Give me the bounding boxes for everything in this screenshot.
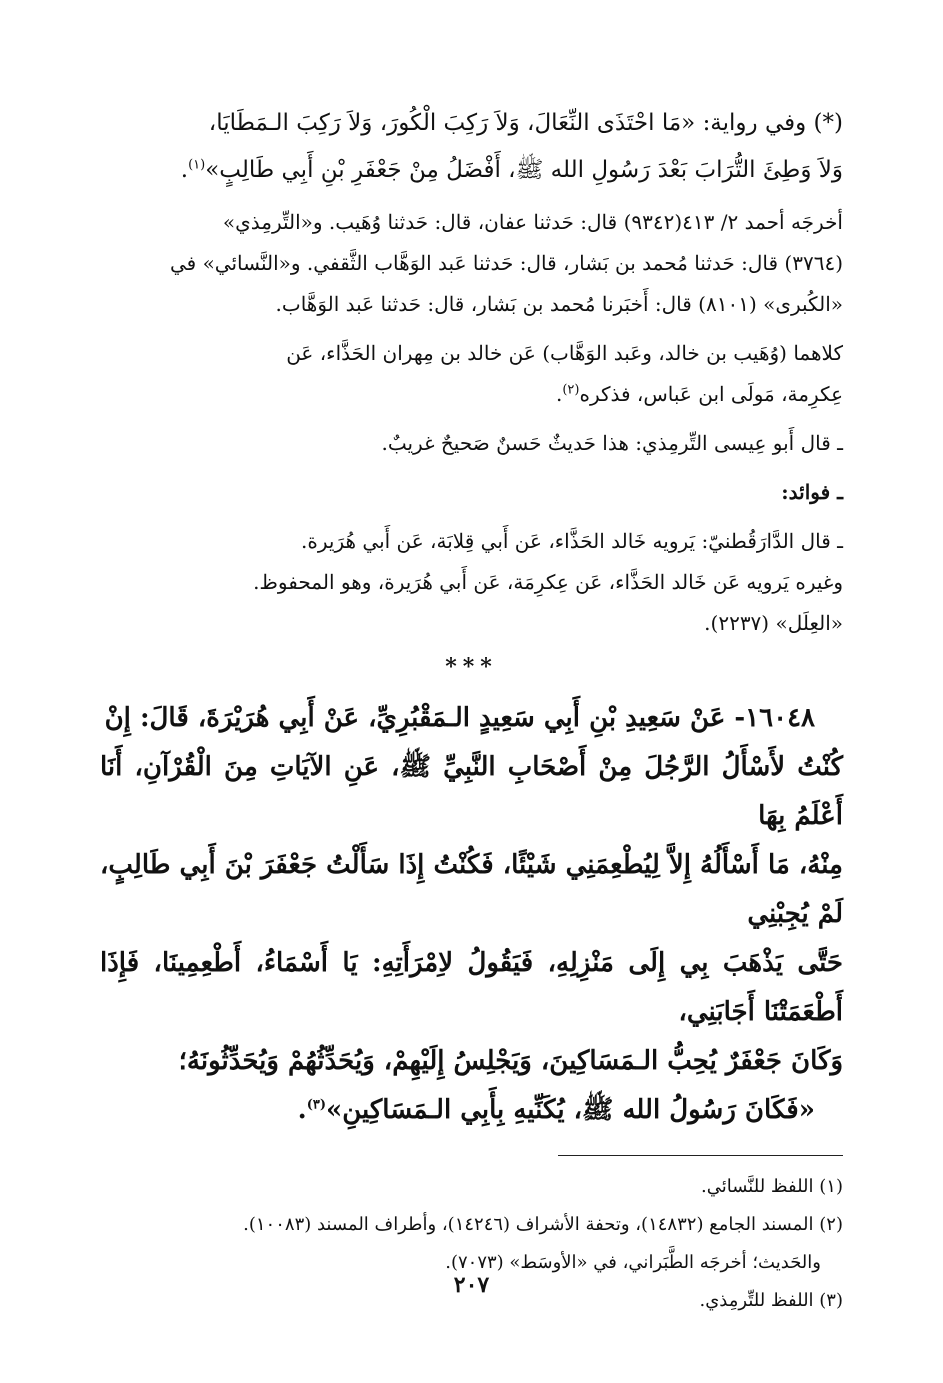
page-number: ٢٠٧ — [453, 1272, 490, 1298]
variant-line-1: (*) وفي رواية: «مَا احْتَذَى النِّعَالَ، وَلاَ رَكِبَ الْكُورَ، وَلاَ رَكِبَ الـمَطَايَا، — [208, 110, 843, 136]
hadith-text — [100, 694, 843, 1135]
daraqutni-paragraph — [100, 521, 843, 644]
footnote-2-continued: والحَديث؛ أخرجَه الطَّبَراني، في «الأوسَط» (٧٠٧٣). — [445, 1252, 821, 1273]
hadith-line-3: مِنْهُ، مَا أَسْأَلُهُ إِلاَّ لِيُطْعِمَنِي شَيْئًا، فَكُنْتُ إِذَا سَأَلْتُ جَعْفَرَ بْنَ أَبِي طَالِبٍ، لَمْ يُجِبْنِي — [100, 850, 843, 929]
takhrij-line-3: «الكُبرى» (٨١٠١) قال: أَخبَرنا مُحمد بن بَشار، قال: حَدثنا عَبد الوَهَّاب. — [275, 292, 843, 316]
hadith-line-4: حَتَّى يَذْهَبَ بِي إِلَى مَنْزِلِهِ، فَيَقُولُ لاِمْرَأَتِهِ: يَا أَسْمَاءُ، أَطْعِمِينَا، فَإِذَا أَطْعَمَتْنَا أَجَابَنِي، — [100, 948, 843, 1027]
hadith-line-6-end: . — [297, 1095, 307, 1125]
footnote-divider — [558, 1155, 843, 1156]
takhrij-paragraph — [100, 202, 843, 325]
footnote-ref-2[interactable]: (٢) — [562, 382, 580, 398]
daraqutni-line-2: وغيره يَرويه عَن خَالد الحَذَّاء، عَن عِكرِمَة، عَن أَبي هُرَيرة، وهو المحفوظ. — [253, 570, 843, 594]
daraqutni-line-3: «العِلَل» (٢٢٣٧). — [704, 611, 843, 635]
hadith-line-6: «فَكَانَ رَسُولُ الله ﷺ، يُكَنِّيهِ بِأَبِي الـمَسَاكِينِ» — [326, 1095, 815, 1125]
narration-variant — [100, 100, 843, 194]
both-line-1: كلاهما (وُهَيب بن خالد، وعَبد الوَهَّاب) عَن خالد بن مِهران الحَذَّاء، عَن — [286, 341, 843, 365]
footnote-2: (٢) المسند الجامع (١٤٨٣٢)، وتحفة الأشراف (١٤٢٤٦)، وأطراف المسند (١٠٠٨٣). — [243, 1214, 843, 1235]
variant-line-2: وَلاَ وَطِئَ التُّرَابَ بَعْدَ رَسُولِ الله ﷺ، أَفْضَلُ مِنْ جَعْفَرِ بْنِ أَبِي طَالِبٍ» — [205, 157, 843, 183]
both-narrators-paragraph — [100, 333, 843, 415]
hadith-line-5: وَكَانَ جَعْفَرٌ يُحِبُّ الـمَسَاكِينَ، وَيَجْلِسُ إِلَيْهِمْ، وَيُحَدِّثُهُمْ وَيُحَدِّثُونَهُ؛ — [178, 1046, 843, 1076]
footnote-ref-1[interactable]: (١) — [188, 157, 206, 173]
section-separator: *** — [445, 654, 498, 680]
hadith-line-1: ١٦٠٤٨- عَنْ سَعِيدِ بْنِ أَبِي سَعِيدٍ الـمَقْبُرِيِّ، عَنْ أَبِي هُرَيْرَةَ، قَالَ: إِنْ — [104, 703, 815, 733]
tirmidhi-grading: ـ قال أَبو عِيسى التِّرمِذي: هذا حَديثٌ حَسنٌ صَحيحٌ غريبٌ. — [381, 431, 843, 455]
both-line-2-end: . — [555, 382, 563, 406]
variant-line-2-end: . — [180, 157, 189, 183]
hadith-line-2: كُنْتُ لأَسْأَلُ الرَّجُلَ مِنْ أَصْحَابِ النَّبِيِّ ﷺ، عَنِ الآيَاتِ مِنَ الْقُرْآنِ، أَنَا أَعْلَمُ بِهَا — [100, 752, 843, 831]
takhrij-line-1: أخرجَه أحمد ٢/ ٤١٣(٩٣٤٢) قال: حَدثنا عفان، قال: حَدثنا وُهَيب. و«التِّرمِذي» — [222, 210, 843, 234]
footnote-3: (٣) اللفظ للتِّرمِذي. — [699, 1290, 843, 1311]
footnote-1: (١) اللفظ للنَّسائي. — [701, 1176, 843, 1197]
fawaid-heading: ـ فوائد: — [781, 480, 843, 504]
daraqutni-line-1: ـ قال الدَّارَقُطنيّ: يَرويه خَالد الحَذَّاء، عَن أَبي قِلابَة، عَن أَبي هُرَيرة. — [301, 529, 843, 553]
both-line-2: عِكرِمة، مَولَى ابن عَباس، فذكره — [579, 382, 843, 406]
hadith-line-6-wrap — [298, 1086, 843, 1135]
takhrij-line-2: (٣٧٦٤) قال: حَدثنا مُحمد بن بَشار، قال: حَدثنا عَبد الوَهَّاب الثَّقفي. و«النَّسائي» في — [169, 251, 843, 275]
footnote-ref-3[interactable]: (٣) — [306, 1097, 326, 1113]
